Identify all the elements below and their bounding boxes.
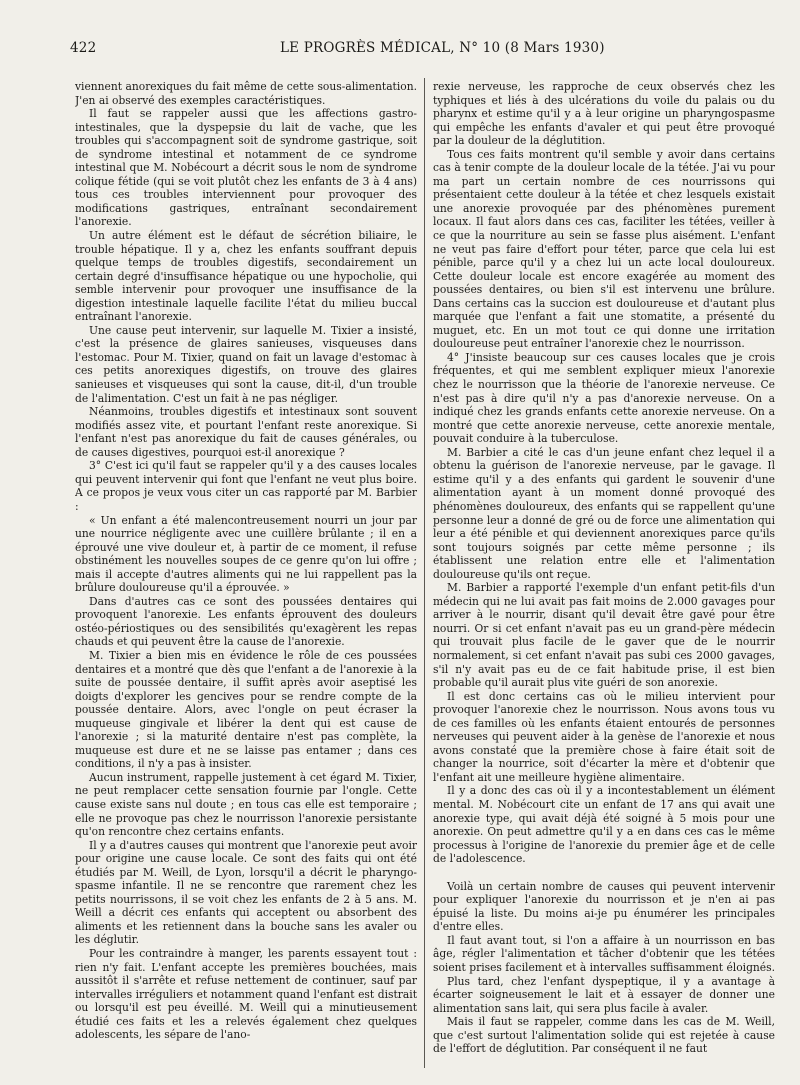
right-column xyxy=(433,80,775,1075)
paragraph: Pour les contraindre à manger, les parents essayent tout : rien n'y fait. L'enfant accepte les premières bouchées, mais aussitôt il s'arrête et refuse nettement de continuer, sauf par intervalles irréguliers et notamment quand l'enfant est distrait ou lorsqu'il est peu éveillé. M. Weill qui a minutieusement étudié ces faits et les a relevés également chez quelques adolescents, les sépare de l'ano- xyxy=(75,947,417,1042)
paragraph: Il y a d'autres causes qui montrent que l'anorexie peut avoir pour origine une cause locale. Ce sont des faits qui ont été étudiés par M. Weill, de Lyon, lorsqu'il a décrit le pharyngo-spasme infantile. Il ne se rencontre que rarement chez les petits nourrissons, il se voit chez les enfants de 2 à 5 ans. M. Weill a décrit ces enfants qui acceptent ou absorbent des aliments et les retiennent dans la bouche sans les avaler ou les déglutir. xyxy=(75,838,417,947)
paragraph: viennent anorexiques du fait même de cette sous-alimentation. J'en ai observé des exemples caractéristiques. xyxy=(75,80,417,107)
paragraph: Néanmoins, troubles digestifs et intestinaux sont souvent modifiés assez vite, et pourtant l'enfant reste anorexique. Si l'enfant n'est pas anorexique du fait de causes générales, ou de causes digestives, pourquoi est-il anorexique ? xyxy=(75,405,417,459)
paragraph: Plus tard, chez l'enfant dyspeptique, il y a avantage à écarter soigneusement le lait et à essayer de donner une alimentation sans lait, qui sera plus facile à avaler. xyxy=(433,974,775,1015)
journal-title: LE PROGRÈS MÉDICAL, N° 10 (8 Mars 1930) xyxy=(280,40,605,56)
paragraph: Il faut se rappeler aussi que les affections gastro-intestinales, que la dyspepsie du lait de vache, que les troubles qui s'accompagnent soit de syndrome gastrique, soit de syndrome intestinal et notamment de ce syndrome intestinal que M. Nobécourt a décrit sous le nom de syndrome colique fétide (qui se voit plutôt chez les enfants de 3 à 4 ans) tous ces troubles interviennent pour provoquer des modifications gastriques, entraînant secondairement l'anorexie. xyxy=(75,107,417,229)
paragraph: Tous ces faits montrent qu'il semble y avoir dans certains cas à tenir compte de la douleur locale de la tétée. J'ai vu pour ma part un certain nombre de ces nourrissons qui présentaient cette douleur à la tétée et chez lesquels existait une anorexie provoquée par des phénomènes purement locaux. Il faut alors dans ces cas, faciliter les tétées, veiller à ce que la nourriture au sein se fasse plus aisément. L'enfant ne veut pas faire d'effort pour téter, parce que cela lui est pénible, parce qu'il y a chez lui un acte local douloureux. Cette douleur locale est encore exagérée au moment des poussées dentaires, ou bien s'il est intervenu une brûlure. Dans certains cas la succion est douloureuse et d'autant plus marquée que l'enfant a fait une stomatite, a présenté du muguet, etc. En un mot tout ce qui donne une irritation douloureuse peut entraîner l'anorexie chez le nourrisson. xyxy=(433,147,775,351)
paragraph: Il faut avant tout, si l'on a affaire à un nourrisson en bas âge, régler l'alimentation et tâcher d'obtenir que les tétées soient prises facilement et à intervalles suffisamment éloignés. xyxy=(433,933,775,974)
paragraph: M. Barbier a rapporté l'exemple d'un enfant petit-fils d'un médecin qui ne lui avait pas fait moins de 2.000 gavages pour arriver à le nourrir, disant qu'il devait être gavé pour être nourri. Or si cet enfant n'avait pas eu un grand-père médecin qui trouvait plus facile de le gaver que de le nourrir normalement, si cet enfant n'avait pas subi ces 2000 gavages, s'il n'y avait pas eu de ce fait habitude prise, il est bien probable qu'il aurait plus vite guéri de son anorexie. xyxy=(433,581,775,690)
page-number: 422 xyxy=(70,40,97,56)
running-header xyxy=(70,40,770,62)
column-divider xyxy=(424,78,425,1068)
paragraph: M. Tixier a bien mis en évidence le rôle de ces poussées dentaires et a montré que dès que l'enfant a de l'anorexie à la suite de poussée dentaire, il suffit après avoir aseptisé les doigts d'explorer les gencives pour se rendre compte de la poussée dentaire. Alors, avec l'ongle on peut écraser la muqueuse gingivale et libérer la dent qui est cause de l'anorexie ; si la maturité dentaire n'est pas complète, la muqueuse est dure et ne se laisse pas entamer ; dans ces conditions, il n'y a pas à insister. xyxy=(75,648,417,771)
paragraph: M. Barbier a cité le cas d'un jeune enfant chez lequel il a obtenu la guérison de l'anorexie nerveuse, par le gavage. Il estime qu'il y a des enfants qui gardent le souvenir d'une alimentation ayant à un moment donné provoqué des phénomènes douloureux, des enfants qui se rappellent qu'une personne leur a donné de gré ou de force une alimentation qui leur a été pénible et qui deviennent anorexiques parce qu'ils sont toujours soignés par cette même personne ; ils établissent une relation entre elle et l'alimentation douloureuse qu'ils ont reçue. xyxy=(433,445,775,581)
paragraph: Il y a donc des cas où il y a incontestablement un élément mental. M. Nobécourt cite un enfant de 17 ans qui avait une anorexie type, qui avait déjà été soigné à 5 mois pour une anorexie. On peut admettre qu'il y a en dans ces cas le même processus à l'origine de l'anorexie du premier âge et de celle de l'adolescence. xyxy=(433,784,775,866)
paragraph: Un autre élément est le défaut de sécrétion biliaire, le trouble hépatique. Il y a, chez les enfants souffrant depuis quelque temps de troubles digestifs, secondairement un certain degré d'insuffisance hépatique ou une hypocholie, qui semble intervenir pour provoquer une insuffisance de la digestion intestinale laquelle facilite l'état du milieu buccal entraînant l'anorexie. xyxy=(75,229,417,324)
paragraph: Aucun instrument, rappelle justement à cet égard M. Tixier, ne peut remplacer cette sensation fournie par l'ongle. Cette cause existe sans nul doute ; en tous cas elle est temporaire ; elle ne provoque pas chez le nourrisson l'anorexie persistante qu'on rencontre chez certains enfants. xyxy=(75,770,417,839)
paragraph: 3° C'est ici qu'il faut se rappeler qu'il y a des causes locales qui peuvent intervenir qui font que l'enfant ne veut plus boire. A ce propos je veux vous citer un cas rapporté par M. Barbier : xyxy=(75,459,417,513)
paragraph: rexie nerveuse, les rapproche de ceux observés chez les typhiques et liés à des ulcérations du voile du palais ou du pharynx et estime qu'il y a à leur origine un pharyngospasme qui empêche les enfants d'avaler et qui peut être provoqué par la douleur de la déglutition. xyxy=(433,80,775,148)
paragraph: Voilà un certain nombre de causes qui peuvent intervenir pour expliquer l'anorexie du nourrisson et je n'en ai pas épuisé la liste. Du moins ai-je pu énumérer les principales d'entre elles. xyxy=(433,879,775,934)
paragraph: Dans d'autres cas ce sont des poussées dentaires qui provoquent l'anorexie. Les enfants éprouvent des douleurs ostéo-périostiques ou des sensibilités qu'exagèrent les repas chauds et qui peuvent être la cause de l'anorexie. xyxy=(75,594,417,649)
paragraph: 4° J'insiste beaucoup sur ces causes locales que je crois fréquentes, et qui me semblent expliquer mieux l'anorexie chez le nourrisson que la théorie de l'anorexie nerveuse. Ce n'est pas à dire qu'il n'y a pas d'anorexie nerveuse. On a indiqué chez les grands enfants cette anorexie nerveuse. On a montré que cette anorexie nerveuse, cette anorexie mentale, pouvait conduire à la tuberculose. xyxy=(433,350,775,446)
paragraph: Il est donc certains cas où le milieu intervient pour provoquer l'anorexie chez le nourrisson. Nous avons tous vu de ces familles où les enfants étaient entourés de personnes nerveuses qui peuvent aider à la genèse de l'anorexie et nous avons constaté que la première chose à faire était soit de changer la nourrice, soit d'écarter la mère et d'obtenir que l'enfant ait une meilleure hygiène alimentaire. xyxy=(433,689,775,784)
paragraph: Mais il faut se rappeler, comme dans les cas de M. Weill, que c'est surtout l'alimentation solide qui est rejetée à cause de l'effort de déglutition. Par conséquent il ne faut xyxy=(433,1015,775,1056)
paragraph: « Un enfant a été malencontreusement nourri un jour par une nourrice négligente avec une cuillère brûlante ; il en a éprouvé une vive douleur et, à partir de ce moment, il refuse obstinément les nouvelles soupes de ce genre qu'on lui offre ; mais il accepte d'autres aliments qui ne lui rappellent pas la brûlure douloureuse qu'il a éprouvée. » xyxy=(75,513,417,595)
paragraph: Une cause peut intervenir, sur laquelle M. Tixier a insisté, c'est la présence de glaires sanieuses, visqueuses dans l'estomac. Pour M. Tixier, quand on fait un lavage d'estomac à ces petits anorexiques digestifs, on trouve des glaires sanieuses et visqueuses qui sont la cause, dit-il, d'un trouble de l'alimentation. C'est un fait à ne pas négliger. xyxy=(75,323,417,405)
left-column xyxy=(75,80,417,1075)
